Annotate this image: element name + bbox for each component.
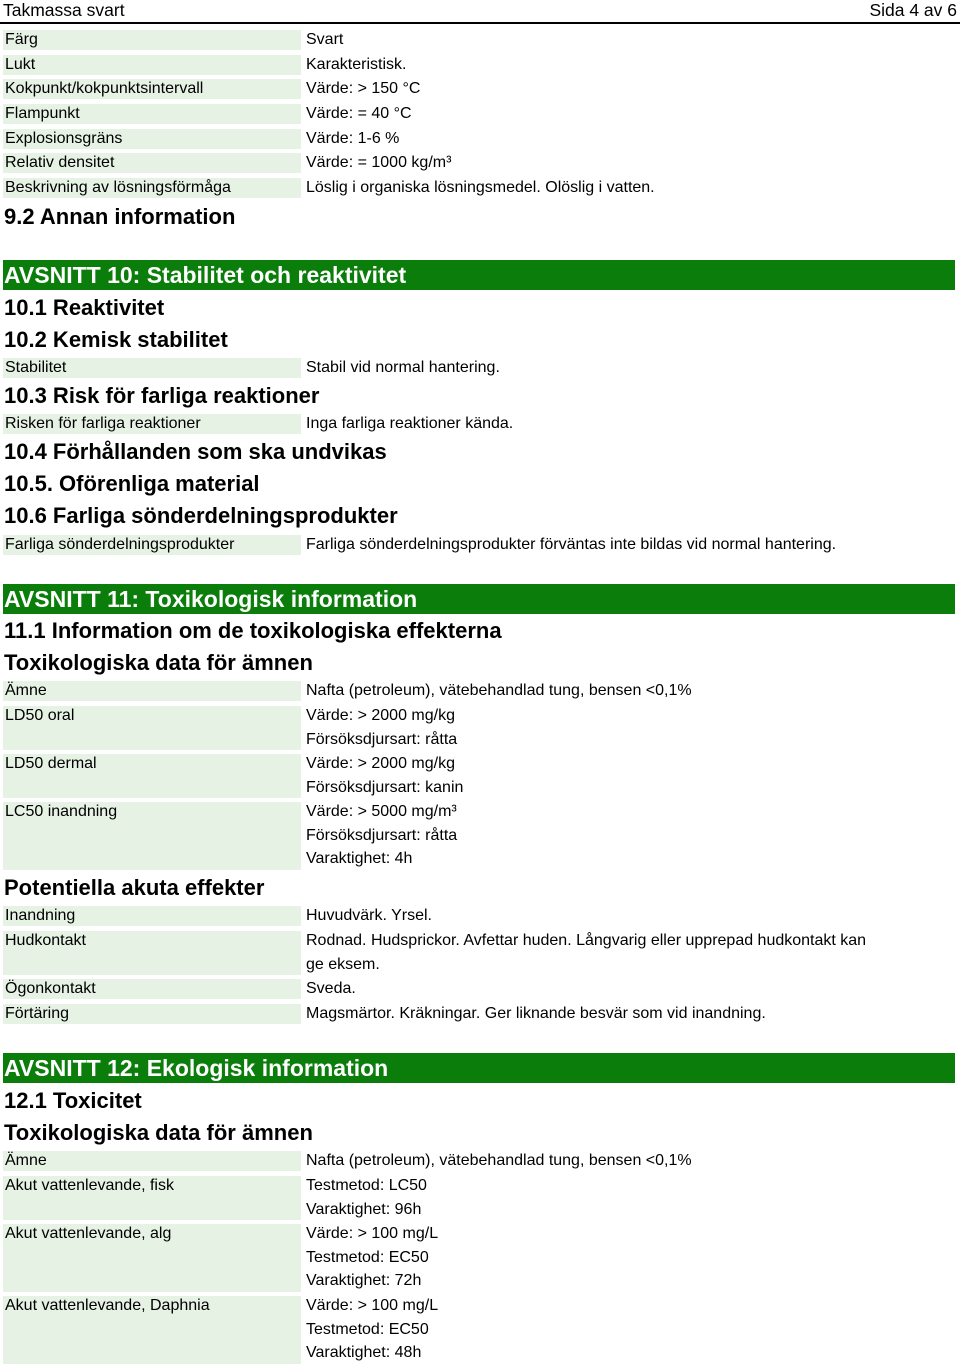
tox-value: Värde: > 2000 mg/kg Försöksdjursart: kanin xyxy=(306,755,464,796)
stability-label: Stabilitet xyxy=(3,358,301,378)
heading-10-3: 10.3 Risk för farliga reaktioner xyxy=(4,383,320,408)
eco-label: Akut vattenlevande, Daphnia xyxy=(3,1296,301,1364)
heading-tox-data: Toxikologiska data för ämnen xyxy=(4,650,313,675)
document-title: Takmassa svart xyxy=(3,0,125,20)
tox-value: Värde: > 5000 mg/m³ Försöksdjursart: råtta Varaktighet: 4h xyxy=(306,803,458,867)
heading-10-1: 10.1 Reaktivitet xyxy=(4,295,165,320)
prop-label: Explosionsgräns xyxy=(3,129,301,149)
eco-value: Värde: > 100 mg/L Testmetod: EC50 Varaktighet: 48h xyxy=(306,1297,439,1361)
eco-label: Akut vattenlevande, alg xyxy=(3,1224,301,1292)
tox-value: Värde: > 2000 mg/kg Försöksdjursart: råtta xyxy=(306,707,458,748)
eco-value: Nafta (petroleum), vätebehandlad tung, bensen <0,1% xyxy=(306,1152,692,1169)
eco-value: Testmetod: LC50 Varaktighet: 96h xyxy=(306,1177,427,1218)
effect-value: Magsmärtor. Kräkningar. Ger liknande besvär som vid inandning. xyxy=(306,1005,766,1022)
risk-label: Risken för farliga reaktioner xyxy=(3,414,301,434)
effect-label: Inandning xyxy=(3,906,301,926)
section-12-banner: AVSNITT 12: Ekologisk information xyxy=(3,1053,955,1083)
page-number: Sida 4 av 6 xyxy=(869,0,957,20)
eco-value: Värde: > 100 mg/L Testmetod: EC50 Varaktighet: 72h xyxy=(306,1225,439,1289)
heading-9-2: 9.2 Annan information xyxy=(4,204,236,229)
prop-value: Värde: > 150 °C xyxy=(306,80,421,97)
prop-label: Färg xyxy=(3,30,301,50)
prop-value: Karakteristisk. xyxy=(306,56,407,73)
header-divider xyxy=(0,22,960,24)
tox-label: LC50 inandning xyxy=(3,802,301,870)
tox-value: Nafta (petroleum), vätebehandlad tung, bensen <0,1% xyxy=(306,682,692,699)
eco-label: Ämne xyxy=(3,1151,301,1171)
prop-label: Relativ densitet xyxy=(3,153,301,173)
section-11-banner: AVSNITT 11: Toxikologisk information xyxy=(3,584,955,614)
prop-label: Beskrivning av lösningsförmåga xyxy=(3,178,301,198)
heading-11-1: 11.1 Information om de toxikologiska effekterna xyxy=(4,618,502,643)
stability-value: Stabil vid normal hantering. xyxy=(306,359,500,376)
prop-value: Värde: = 1000 kg/m³ xyxy=(306,154,452,171)
prop-value: Värde: 1-6 % xyxy=(306,130,400,147)
heading-10-4: 10.4 Förhållanden som ska undvikas xyxy=(4,439,387,464)
heading-tox-data-eco: Toxikologiska data för ämnen xyxy=(4,1120,313,1145)
tox-label: LD50 oral xyxy=(3,706,301,750)
heading-10-6: 10.6 Farliga sönderdelningsprodukter xyxy=(4,503,398,528)
effect-label: Förtäring xyxy=(3,1004,301,1024)
prop-value: Värde: = 40 °C xyxy=(306,105,412,122)
prop-label: Kokpunkt/kokpunktsintervall xyxy=(3,79,301,99)
prop-label: Flampunkt xyxy=(3,104,301,124)
tox-label: LD50 dermal xyxy=(3,754,301,798)
risk-value: Inga farliga reaktioner kända. xyxy=(306,415,514,432)
heading-10-5: 10.5. Oförenliga material xyxy=(4,471,260,496)
tox-label: Ämne xyxy=(3,681,301,701)
effect-value: Sveda. xyxy=(306,980,356,997)
heading-acute-effects: Potentiella akuta effekter xyxy=(4,875,265,900)
effect-value: Rodnad. Hudsprickor. Avfettar huden. Långvarig eller upprepad hudkontakt kan ge eksem. xyxy=(306,932,867,973)
section-10-banner: AVSNITT 10: Stabilitet och reaktivitet xyxy=(3,260,955,290)
prop-label: Lukt xyxy=(3,55,301,75)
effect-label: Ögonkontakt xyxy=(3,979,301,999)
effect-value: Huvudvärk. Yrsel. xyxy=(306,907,432,924)
effect-label: Hudkontakt xyxy=(3,931,301,975)
heading-10-2: 10.2 Kemisk stabilitet xyxy=(4,327,228,352)
heading-12-1: 12.1 Toxicitet xyxy=(4,1088,142,1113)
eco-label: Akut vattenlevande, fisk xyxy=(3,1176,301,1220)
decomposition-value: Farliga sönderdelningsprodukter förväntas inte bildas vid normal hantering. xyxy=(306,536,837,553)
prop-value: Svart xyxy=(306,31,344,48)
decomposition-label: Farliga sönderdelningsprodukter xyxy=(3,535,301,555)
prop-value: Löslig i organiska lösningsmedel. Olöslig i vatten. xyxy=(306,179,655,196)
